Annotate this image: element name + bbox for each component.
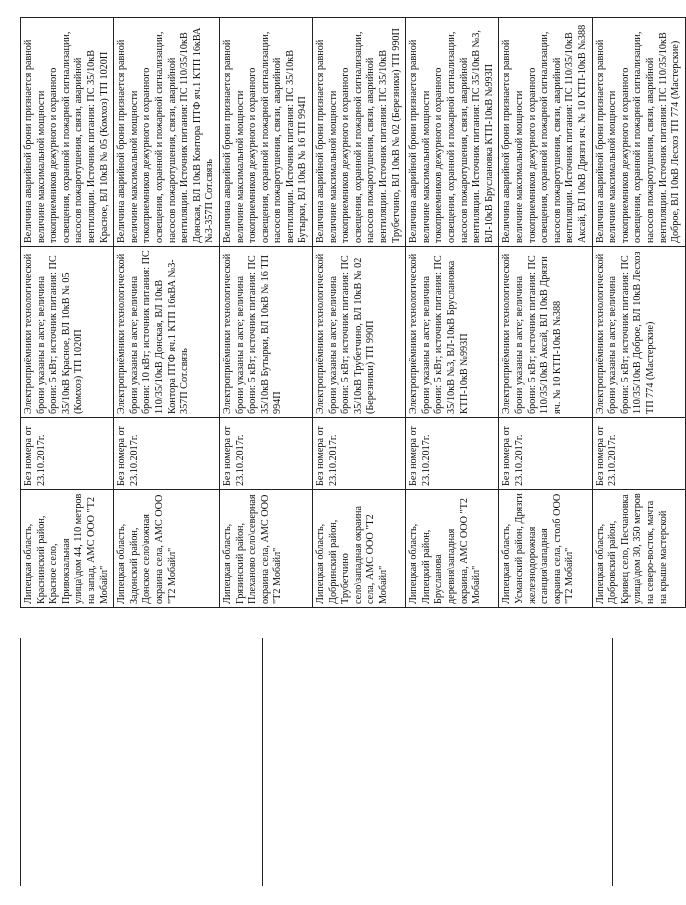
emergency-reserve-cell: Величина аварийной брони признается равной величине максимальной мощности токоприемников дежурного и охранного освещения, охранной и пожарной сигнализации, насосов пожаротушения, связи, аварийной вентиляции. Источник питания: ПС 35/10кВ Бутырки, ВЛ 10кВ № 16 ТП 994П bbox=[219, 18, 312, 247]
emergency-reserve-cell: Величина аварийной брони признается равной величине максимальной мощности токоприемников дежурного и охранного освещения, охранной и пожарной сигнализации, насосов пожаротушения, связи, аварийной вентиляции. Источник питания: ПС 110/35/10кВ Доброе, ВЛ 10кВ Лесхоз ТП 774 (Мастерские) bbox=[592, 18, 685, 247]
tech-reserve-cell: Электроприёмники технологической брони указаны в акте; величина брони: 5 кВт; источник питания: ПС 110/35/10кВ Доброе, ВЛ 10кВ Лесхоз ТП 774 (Мастерские) bbox=[592, 247, 685, 418]
tech-reserve-cell: Электроприёмники технологической брони указаны в акте; величина брони: 5 кВт; источник питания: ПС 35/10кВ Бутырки, ВЛ 10кВ № 16 ТП 994П bbox=[219, 247, 312, 418]
address-cell: Липецкая область, Добринский район, Трубетчино село\западная окраина села, АМС ООО "Т2 Мобайл" bbox=[313, 490, 406, 608]
date-cell: Без номера от 23.10.2017г. bbox=[313, 418, 406, 490]
emergency-reserve-cell: Величина аварийной брони признается равной величине максимальной мощности токоприемников дежурного и охранного освещения, охранной и пожарной сигнализации, насосов пожаротушения, связи, аварийной вентиляции. Источник питания: ПС 110/35/10кВ Донская, ВЛ 10кВ Контора ПТФ яч.1 КТП 16кВА №3-357П Сот.связь bbox=[114, 18, 220, 247]
address-cell: Липецкая область, Липецкий район, Брусланова деревня\западная окраина, АМС ООО "Т2 Мобайл" bbox=[406, 490, 499, 608]
address-cell: Липецкая область, Усманский район, Дрязги железнодорожная станция\западная окраина села, столб ООО "Т2 Мобайл" bbox=[499, 490, 592, 608]
table-row bbox=[406, 18, 499, 608]
table-row bbox=[114, 18, 220, 608]
date-cell: Без номера от 23.10.2017г. bbox=[499, 418, 592, 490]
address-cell: Липецкая область, Задонский район, Донское село\южная окраина села, АМС ООО "Т2 Мобайл" bbox=[114, 490, 220, 608]
date-cell: Без номера от 23.10.2017г. bbox=[21, 418, 114, 490]
signature-line bbox=[612, 638, 613, 886]
emergency-reserve-cell: Величина аварийной брони признается равной величине максимальной мощности токоприемников дежурного и охранного освещения, охранной и пожарной сигнализации, насосов пожаротушения, связи, аварийной вентиляции. Источник питания: ПС 110/35/10кВ Аксай, ВЛ 10кВ Дрязги яч. № 10 КТП-10кВ №388 bbox=[499, 18, 592, 247]
signature-line bbox=[262, 638, 263, 886]
table-row bbox=[592, 18, 685, 608]
reservation-table bbox=[20, 17, 686, 608]
table-body bbox=[21, 18, 686, 608]
date-cell: Без номера от 23.10.2017г. bbox=[219, 418, 312, 490]
emergency-reserve-cell: Величина аварийной брони признается равной величине максимальной мощности токоприемников дежурного и охранного освещения, охранной и пожарной сигнализации, насосов пожаротушения, связи, аварийной вентиляции. Источник питания: ПС 35/10кВ Красное, ВЛ 10кВ № 05 (Комхоз) ТП 1020П bbox=[21, 18, 114, 247]
table-row bbox=[499, 18, 592, 608]
emergency-reserve-cell: Величина аварийной брони признается равной величине максимальной мощности токоприемников дежурного и охранного освещения, охранной и пожарной сигнализации, насосов пожаротушения, связи, аварийной вентиляции. Источник питания: ПС 35/10кВ Трубетчино, ВЛ 10кВ № 02 (Березники) ТП 990П bbox=[313, 18, 406, 247]
date-cell: Без номера от 23.10.2017г. bbox=[406, 418, 499, 490]
tech-reserve-cell: Электроприёмники технологической брони указаны в акте; величина брони: 5 кВт; источник питания: ПС 110/35/10кВ Аксай, ВЛ 10кВ Дрязги яч. № 10 КТП-10кВ №388 bbox=[499, 247, 592, 418]
table-row bbox=[21, 18, 114, 608]
date-cell: Без номера от 23.10.2017г. bbox=[114, 418, 220, 490]
signature-line bbox=[20, 638, 21, 886]
tech-reserve-cell: Электроприёмники технологической брони указаны в акте; величина брони: 5 кВт; источник питания: ПС 35/10кВ №3, ВЛ-10кВ Бруслановка КТП-10кВ №993П bbox=[406, 247, 499, 418]
table-row bbox=[313, 18, 406, 608]
address-cell: Липецкая область, Добровский район, Кривец село, Песчановка улица\дом 30, 350 метров на северо-восток, мачта на крыше мастерской bbox=[592, 490, 685, 608]
address-cell: Липецкая область, Грязинский район, Плеханово село\северная окраина села, АМС ООО "Т2 Мобайл" bbox=[219, 490, 312, 608]
tech-reserve-cell: Электроприёмники технологической брони указаны в акте; величина брони: 5 кВт; источник питания: ПС 35/10кВ Красное, ВЛ 10кВ № 05 (Комхоз) ТП 1020П bbox=[21, 247, 114, 418]
date-cell: Без номера от 23.10.2017г. bbox=[592, 418, 685, 490]
tech-reserve-cell: Электроприёмники технологической брони указаны в акте; величина брони: 5 кВт; источник питания: ПС 35/10кВ Трубетчино, ВЛ 10кВ № 02 (Березники) ТП 990П bbox=[313, 247, 406, 418]
address-cell: Липецкая область, Краснинский район, Красное село, Привокзальная улица\дом 44, 110 метров на запад, АМС ООО "Т2 Мобайл" bbox=[21, 490, 114, 608]
tech-reserve-cell: Электроприёмники технологической брони указаны в акте; величина брони: 10 кВт; источник питания: ПС 110/35/10кВ Донская, ВЛ 10кВ Контора ПТФ яч.1 КТП 16кВА №3-357П Сот.связь bbox=[114, 247, 220, 418]
emergency-reserve-cell: Величина аварийной брони признается равной величине максимальной мощности токоприемников дежурного и охранного освещения, охранной и пожарной сигнализации, насосов пожаротушения, связи, аварийной вентиляции. Источник питания: ПС 35/10кВ №3, ВЛ-10кВ Бруслановка КТП-10кВ №993П bbox=[406, 18, 499, 247]
table-row bbox=[219, 18, 312, 608]
